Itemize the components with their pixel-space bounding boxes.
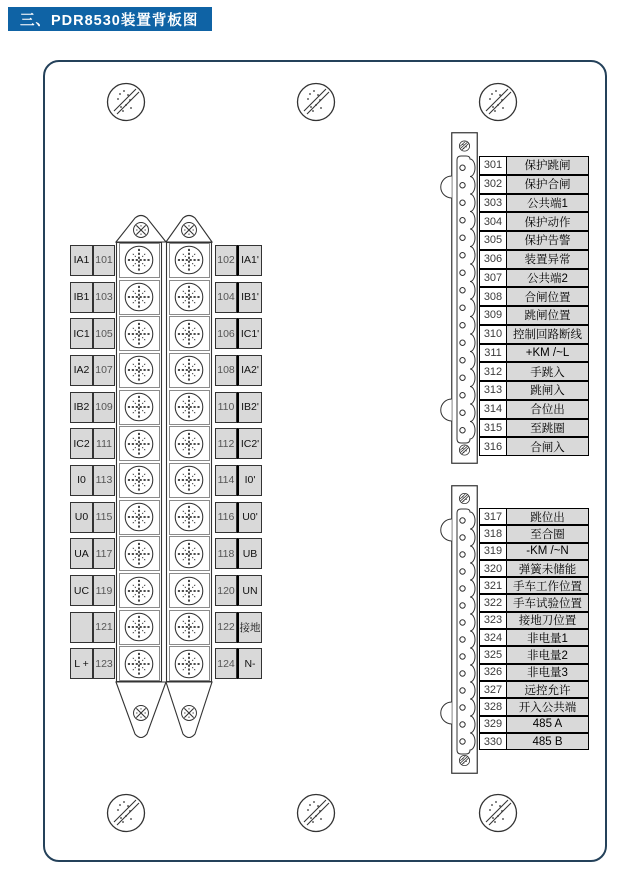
output-row xyxy=(479,437,589,456)
terminal-screw-box xyxy=(119,280,160,315)
connector-key-bump xyxy=(441,176,452,198)
mount-screw-icon xyxy=(134,223,149,238)
terminal-screw xyxy=(116,462,162,499)
output-terminal-label: 保护告警 xyxy=(507,232,588,249)
terminal-screw-box xyxy=(169,536,210,571)
output-row xyxy=(479,543,589,560)
terminal-screw xyxy=(116,646,162,683)
terminal-screw xyxy=(166,646,212,683)
terminal-screw xyxy=(166,279,212,316)
output-terminal-number: 316 xyxy=(480,438,507,455)
left-terminal-number: 111 xyxy=(93,428,115,459)
terminal-screw xyxy=(116,536,162,573)
right-signal-label: UB xyxy=(237,538,262,569)
output-row xyxy=(479,629,589,646)
terminal-screw xyxy=(166,536,212,573)
terminal-screw-icon xyxy=(173,318,205,350)
left-signal-label: L + xyxy=(70,648,93,679)
terminal-screw xyxy=(166,609,212,646)
output-row xyxy=(479,716,589,733)
left-terminal-number: 107 xyxy=(93,355,115,386)
terminal-screw xyxy=(116,315,162,352)
output-row xyxy=(479,698,589,715)
terminal-screw xyxy=(166,315,212,352)
terminal-screw xyxy=(116,352,162,389)
left-signal-label: UA xyxy=(70,538,93,569)
output-terminal-number: 305 xyxy=(480,232,507,249)
output-terminal-label: 合闸入 xyxy=(507,438,588,455)
output-terminal-label: 跳闸位置 xyxy=(507,307,588,324)
output-table-lower xyxy=(479,508,589,750)
output-row xyxy=(479,325,589,344)
terminal-screw-icon xyxy=(123,464,155,496)
right-terminal-number: 112 xyxy=(215,428,237,459)
output-terminal-label: 非电量2 xyxy=(507,647,588,662)
output-row xyxy=(479,269,589,288)
output-row xyxy=(479,250,589,269)
terminal-screw-icon xyxy=(173,501,205,533)
output-terminal-label: 485 B xyxy=(507,734,588,749)
terminal-screw xyxy=(116,425,162,462)
terminal-screw-icon xyxy=(123,281,155,313)
output-row xyxy=(479,419,589,438)
output-terminal-number: 321 xyxy=(480,578,507,593)
output-row xyxy=(479,306,589,325)
output-row xyxy=(479,344,589,363)
output-terminal-label: 至合圈 xyxy=(507,526,588,541)
terminal-screw-box xyxy=(169,573,210,608)
output-terminal-label: 保护动作 xyxy=(507,213,588,230)
output-terminal-number: 322 xyxy=(480,595,507,610)
output-terminal-label: -KM /~N xyxy=(507,544,588,559)
right-signal-label: IC1' xyxy=(237,318,262,349)
left-signal-label: UC xyxy=(70,575,93,606)
output-row xyxy=(479,594,589,611)
output-row xyxy=(479,646,589,663)
terminal-screw-icon xyxy=(173,648,205,680)
mount-screw-icon xyxy=(134,706,149,721)
right-signal-label: IC2' xyxy=(237,428,262,459)
terminal-screw xyxy=(166,462,212,499)
backplane-panel xyxy=(43,60,607,862)
right-signal-label: IA2' xyxy=(237,355,262,386)
output-row xyxy=(479,231,589,250)
output-terminal-label: 手跳入 xyxy=(507,363,588,380)
left-signal-label xyxy=(70,612,93,643)
terminal-screw-box xyxy=(169,280,210,315)
left-terminal-number: 115 xyxy=(93,502,115,533)
page-title-text: 三、PDR8530装置背板图 xyxy=(20,12,199,29)
terminal-screw-box xyxy=(119,426,160,461)
output-terminal-number: 319 xyxy=(480,544,507,559)
output-row xyxy=(479,212,589,231)
output-terminal-number: 306 xyxy=(480,251,507,268)
output-terminal-number: 307 xyxy=(480,270,507,287)
terminal-screw-icon xyxy=(123,354,155,386)
terminal-screw-box xyxy=(169,463,210,498)
terminal-screw-box xyxy=(169,500,210,535)
output-terminal-number: 327 xyxy=(480,682,507,697)
terminal-screw-icon xyxy=(123,428,155,460)
output-terminal-label: 公共端2 xyxy=(507,270,588,287)
output-terminal-label: 弹簧未储能 xyxy=(507,561,588,576)
panel-screw-icon xyxy=(296,82,336,122)
output-terminal-number: 325 xyxy=(480,647,507,662)
left-terminal-number: 103 xyxy=(93,282,115,313)
terminal-screw-icon xyxy=(173,538,205,570)
terminal-screw-icon xyxy=(173,354,205,386)
output-row xyxy=(479,681,589,698)
left-signal-label: IB2 xyxy=(70,392,93,423)
output-terminal-number: 313 xyxy=(480,382,507,399)
terminal-screw-icon xyxy=(123,318,155,350)
terminal-screw-icon xyxy=(123,538,155,570)
right-signal-label: UN xyxy=(237,575,262,606)
output-terminal-label: 至跳圈 xyxy=(507,420,588,437)
output-terminal-number: 310 xyxy=(480,326,507,343)
terminal-screw-icon xyxy=(123,648,155,680)
output-row xyxy=(479,381,589,400)
connector-screw-icon xyxy=(459,755,469,765)
output-row xyxy=(479,612,589,629)
terminal-screw xyxy=(116,499,162,536)
left-signal-label: IA2 xyxy=(70,355,93,386)
left-signal-label: U0 xyxy=(70,502,93,533)
output-terminal-number: 302 xyxy=(480,176,507,193)
left-terminal-number: 117 xyxy=(93,538,115,569)
terminal-screw xyxy=(116,242,162,279)
right-signal-label: I0' xyxy=(237,465,262,496)
output-terminal-label: 开入公共端 xyxy=(507,699,588,714)
output-terminal-label: 装置异常 xyxy=(507,251,588,268)
terminal-screw-box xyxy=(169,390,210,425)
right-terminal-number: 114 xyxy=(215,465,237,496)
terminal-screw-box xyxy=(119,610,160,645)
terminal-screw xyxy=(116,389,162,426)
terminal-screw-icon xyxy=(173,464,205,496)
left-terminal-number: 101 xyxy=(93,245,115,276)
terminal-screw-icon xyxy=(173,244,205,276)
output-terminal-label: 公共端1 xyxy=(507,195,588,212)
right-terminal-number: 106 xyxy=(215,318,237,349)
left-signal-label: IB1 xyxy=(70,282,93,313)
right-signal-label: U0' xyxy=(237,502,262,533)
terminal-screw-box xyxy=(119,646,160,681)
output-terminal-number: 317 xyxy=(480,509,507,524)
panel-screw-icon xyxy=(296,793,336,833)
mount-screw-icon xyxy=(182,223,197,238)
output-terminal-label: 手车试验位置 xyxy=(507,595,588,610)
terminal-screw-icon xyxy=(123,611,155,643)
analog-terminal-block xyxy=(70,212,262,744)
connector-scalloped-edge xyxy=(457,156,475,443)
output-terminal-number: 308 xyxy=(480,288,507,305)
output-terminal-number: 301 xyxy=(480,157,507,174)
output-terminal-number: 312 xyxy=(480,363,507,380)
right-terminal-number: 120 xyxy=(215,575,237,606)
terminal-screw-box xyxy=(119,243,160,278)
right-signal-label: IA1' xyxy=(237,245,262,276)
output-terminal-number: 323 xyxy=(480,613,507,628)
output-row xyxy=(479,508,589,525)
output-terminal-label: 非电量1 xyxy=(507,630,588,645)
output-terminal-number: 309 xyxy=(480,307,507,324)
output-terminal-label: 控制回路断线 xyxy=(507,326,588,343)
terminal-rows xyxy=(70,242,262,682)
terminal-screw-icon xyxy=(173,428,205,460)
output-terminal-label: 跳位出 xyxy=(507,509,588,524)
panel-screw-icon xyxy=(106,793,146,833)
terminal-screw-box xyxy=(169,426,210,461)
left-terminal-number: 105 xyxy=(93,318,115,349)
panel-screw-icon xyxy=(478,82,518,122)
panel-screw-icon xyxy=(478,793,518,833)
terminal-screw xyxy=(166,352,212,389)
output-terminal-label: 保护跳闸 xyxy=(507,157,588,174)
output-terminal-number: 329 xyxy=(480,717,507,732)
right-signal-label: N- xyxy=(237,648,262,679)
output-terminal-label: 远控允许 xyxy=(507,682,588,697)
output-terminal-number: 326 xyxy=(480,665,507,680)
output-row xyxy=(479,194,589,213)
right-terminal-number: 110 xyxy=(215,392,237,423)
output-row xyxy=(479,287,589,306)
terminal-screw-icon xyxy=(123,391,155,423)
right-terminal-number: 118 xyxy=(215,538,237,569)
terminal-screw-icon xyxy=(123,244,155,276)
terminal-screw xyxy=(116,279,162,316)
terminal-screw-box xyxy=(169,316,210,351)
output-terminal-number: 314 xyxy=(480,401,507,418)
output-terminal-number: 318 xyxy=(480,526,507,541)
output-table-upper xyxy=(479,156,589,456)
terminal-screw-box xyxy=(169,243,210,278)
output-terminal-number: 304 xyxy=(480,213,507,230)
terminal-screw-icon xyxy=(173,575,205,607)
left-signal-label: IC2 xyxy=(70,428,93,459)
output-terminal-number: 328 xyxy=(480,699,507,714)
output-terminal-label: 非电量3 xyxy=(507,665,588,680)
output-terminal-number: 315 xyxy=(480,420,507,437)
output-terminal-label: 485 A xyxy=(507,717,588,732)
output-terminal-label: 手车工作位置 xyxy=(507,578,588,593)
right-terminal-number: 108 xyxy=(215,355,237,386)
terminal-screw-icon xyxy=(123,575,155,607)
terminal-screw-box xyxy=(119,573,160,608)
output-terminal-number: 330 xyxy=(480,734,507,749)
left-terminal-number: 123 xyxy=(93,648,115,679)
terminal-screw xyxy=(166,499,212,536)
right-terminal-number: 116 xyxy=(215,502,237,533)
output-row xyxy=(479,400,589,419)
terminal-screw xyxy=(116,609,162,646)
page-title xyxy=(8,7,212,31)
terminal-screw-box xyxy=(119,463,160,498)
output-row xyxy=(479,156,589,175)
output-row xyxy=(479,560,589,577)
terminal-screw-box xyxy=(169,353,210,388)
right-terminal-number: 122 xyxy=(215,612,237,643)
output-row xyxy=(479,175,589,194)
output-row xyxy=(479,577,589,594)
output-terminal-number: 303 xyxy=(480,195,507,212)
connector-screw-icon xyxy=(459,141,469,151)
panel-screw-icon xyxy=(106,82,146,122)
terminal-screw xyxy=(166,572,212,609)
terminal-screw-box xyxy=(169,610,210,645)
terminal-screw-box xyxy=(119,536,160,571)
output-terminal-label: +KM /~L xyxy=(507,345,588,362)
connector-screw-icon xyxy=(459,493,469,503)
terminal-screw-icon xyxy=(173,391,205,423)
left-signal-label: IC1 xyxy=(70,318,93,349)
right-signal-label: IB1' xyxy=(237,282,262,313)
output-terminal-label: 接地刀位置 xyxy=(507,613,588,628)
terminal-screw-box xyxy=(119,316,160,351)
terminal-screw-box xyxy=(119,500,160,535)
output-terminal-number: 324 xyxy=(480,630,507,645)
right-terminal-number: 124 xyxy=(215,648,237,679)
left-terminal-number: 119 xyxy=(93,575,115,606)
output-terminal-label: 保护合闸 xyxy=(507,176,588,193)
output-terminal-number: 320 xyxy=(480,561,507,576)
terminal-screw-box xyxy=(169,646,210,681)
mount-screw-icon xyxy=(182,706,197,721)
output-terminal-label: 跳闸入 xyxy=(507,382,588,399)
terminal-screw xyxy=(116,572,162,609)
terminal-screw xyxy=(166,242,212,279)
output-row xyxy=(479,525,589,542)
terminal-screw xyxy=(166,425,212,462)
output-row xyxy=(479,362,589,381)
output-row xyxy=(479,664,589,681)
right-signal-label: IB2' xyxy=(237,392,262,423)
output-terminal-label: 合位出 xyxy=(507,401,588,418)
output-terminal-label: 合闸位置 xyxy=(507,288,588,305)
output-row xyxy=(479,733,589,750)
terminal-screw-box xyxy=(119,353,160,388)
connector-screw-icon xyxy=(459,445,469,455)
left-terminal-number: 109 xyxy=(93,392,115,423)
terminal-screw-icon xyxy=(123,501,155,533)
terminal-screw-icon xyxy=(173,611,205,643)
right-terminal-number: 104 xyxy=(215,282,237,313)
output-terminal-number: 311 xyxy=(480,345,507,362)
right-terminal-number: 102 xyxy=(215,245,237,276)
connector-key-bump xyxy=(441,702,452,724)
left-terminal-number: 121 xyxy=(93,612,115,643)
terminal-screw xyxy=(166,389,212,426)
connector-key-bump xyxy=(441,519,452,541)
terminal-screw-box xyxy=(119,390,160,425)
connector-key-bump xyxy=(441,399,452,421)
left-signal-label: I0 xyxy=(70,465,93,496)
terminal-screw-icon xyxy=(173,281,205,313)
right-signal-label: 接地 xyxy=(237,612,262,643)
left-signal-label: IA1 xyxy=(70,245,93,276)
left-terminal-number: 113 xyxy=(93,465,115,496)
